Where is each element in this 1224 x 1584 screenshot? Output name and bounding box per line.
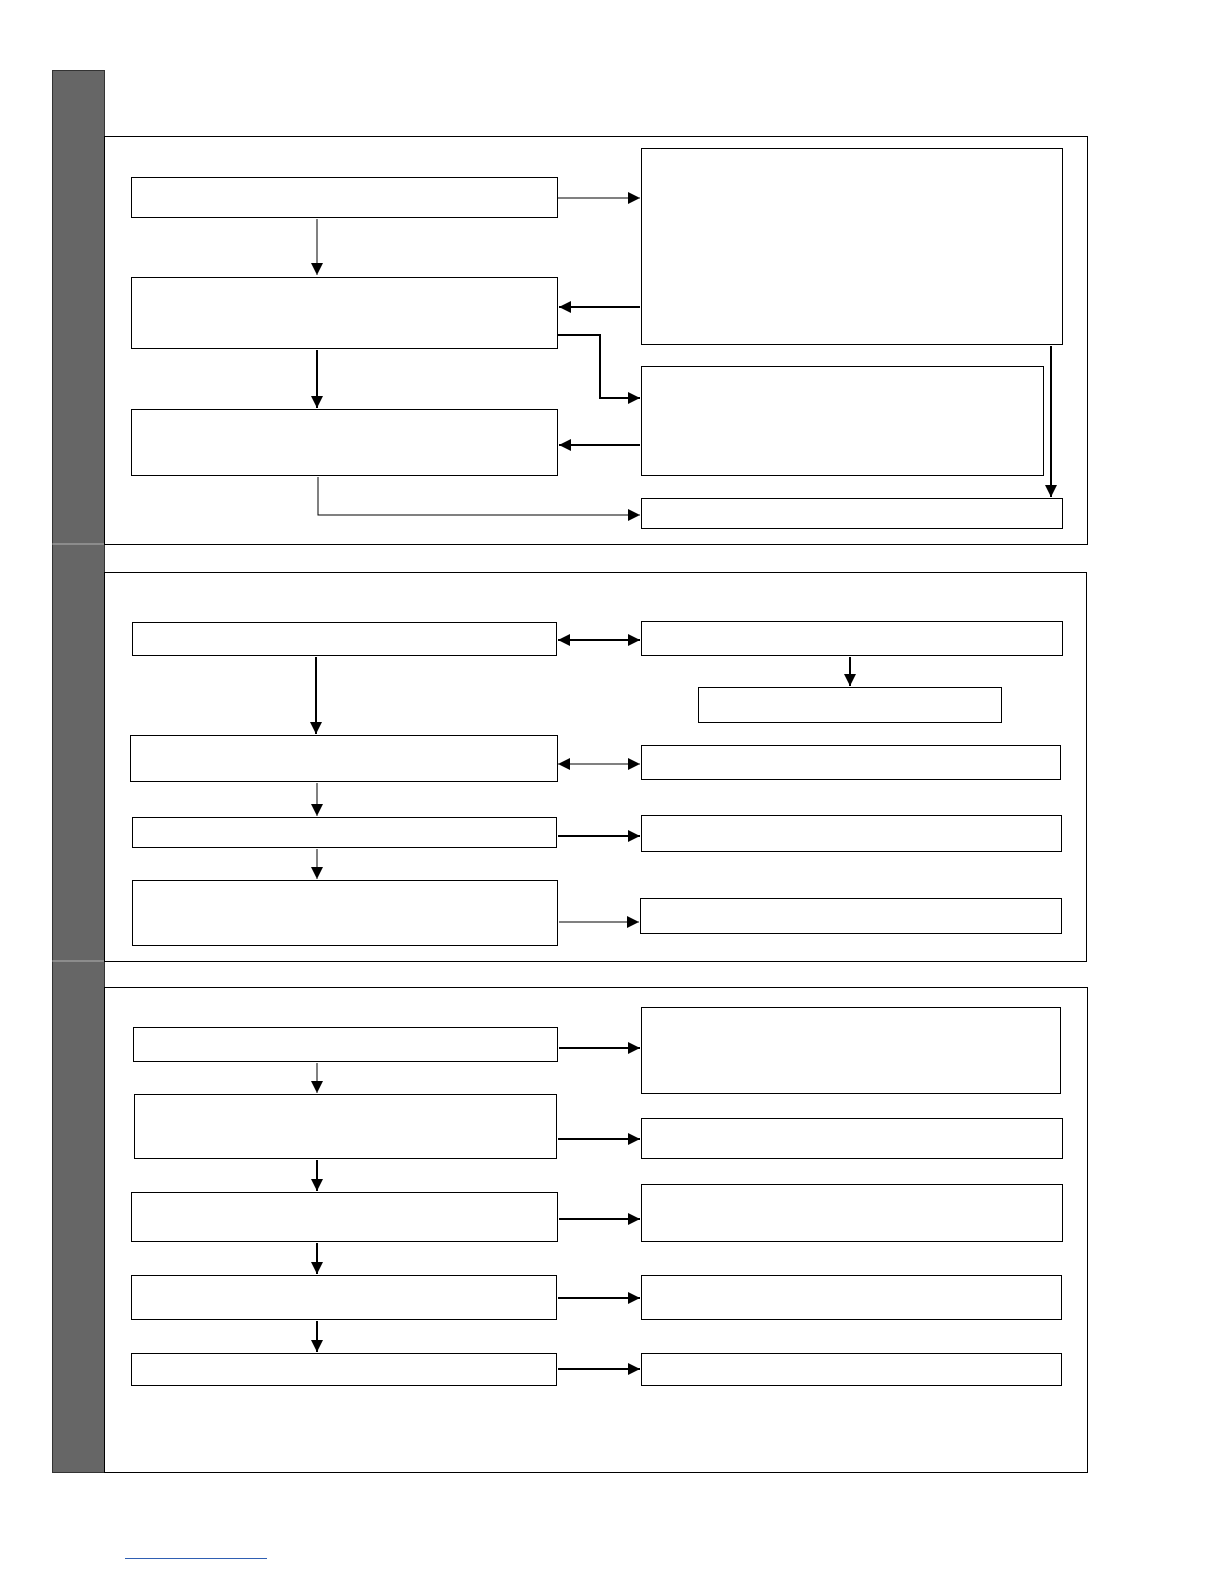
arrow-s1-3-to-side3 (318, 477, 640, 515)
arrow-s1-2-to-side2 (558, 335, 640, 398)
footer-link-underline[interactable] (125, 1558, 267, 1559)
